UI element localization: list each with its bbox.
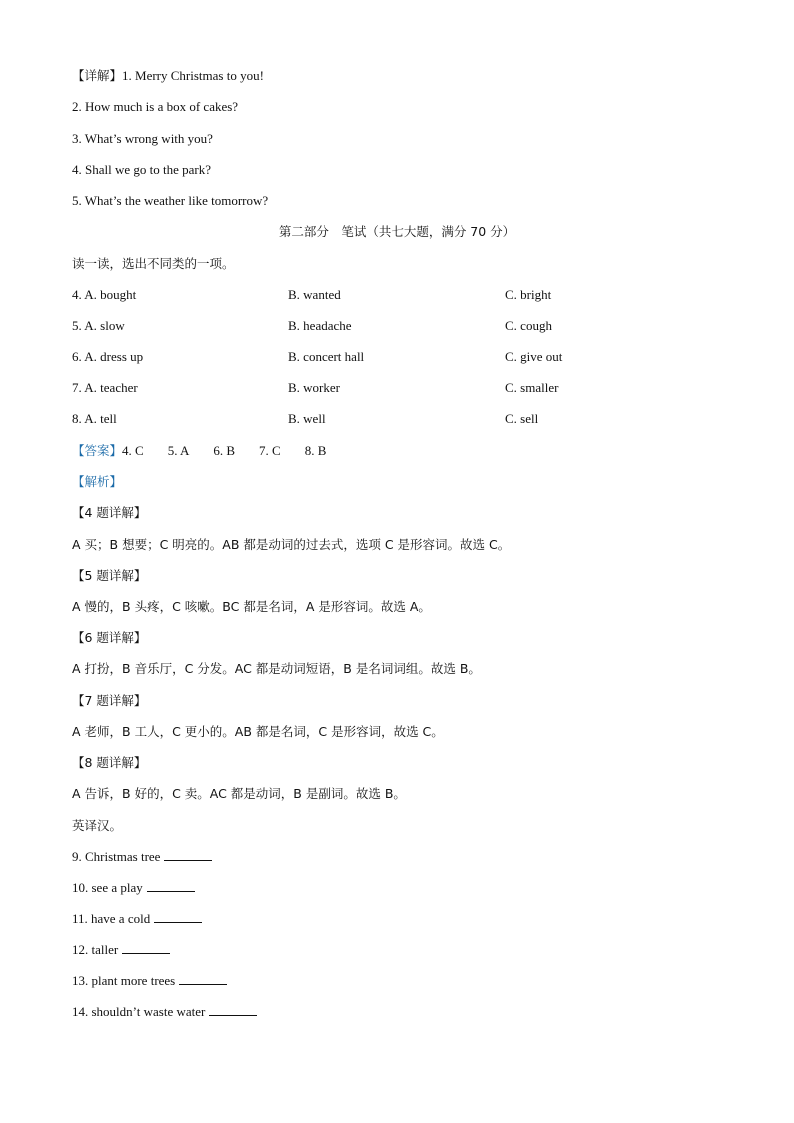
listening-detail-line-3: 3. What’s wrong with you? xyxy=(72,131,213,146)
option-a: 6. A. dress up xyxy=(72,349,144,364)
option-c: C. smaller xyxy=(505,380,559,395)
translation-prompt: 9. Christmas tree xyxy=(72,849,161,864)
detail-heading: 【5 题详解】 xyxy=(72,568,147,583)
detail-text: 1. Merry Christmas to you! xyxy=(122,68,264,83)
detail-text: A 慢的，B 头疼，C 咳嗽。BC 都是名词，A 是形容词。故选 A。 xyxy=(72,599,431,614)
translation-prompt: 12. taller xyxy=(72,942,119,957)
option-b: B. worker xyxy=(288,380,340,395)
translation-item xyxy=(72,1004,257,1020)
option-b: B. headache xyxy=(288,318,352,333)
translation-prompt: 11. have a cold xyxy=(72,911,151,926)
section1-instruction: 读一读，选出不同类的一项。 xyxy=(72,256,235,271)
answer-item: 4. C xyxy=(122,443,144,458)
option-b: B. wanted xyxy=(288,287,341,302)
answer-tag: 【答案】 xyxy=(72,443,123,458)
detail-heading: 【4 题详解】 xyxy=(72,505,147,520)
detail-heading: 【8 题详解】 xyxy=(72,755,147,770)
translation-item xyxy=(72,942,170,958)
detail-text: A 打扮，B 音乐厅，C 分发。AC 都是动词短语，B 是名词词组。故选 B。 xyxy=(72,661,481,676)
translation-item xyxy=(72,849,212,865)
translation-prompt: 14. shouldn’t waste water xyxy=(72,1004,206,1019)
answer-item: 8. B xyxy=(304,443,327,458)
answer-item: 5. A xyxy=(167,443,190,458)
translation-prompt: 13. plant more trees xyxy=(72,973,176,988)
detail-text: A 老师，B 工人，C 更小的。AB 都是名词，C 是形容词，故选 C。 xyxy=(72,724,444,739)
detail-text: A 告诉，B 好的，C 卖。AC 都是动词，B 是副词。故选 B。 xyxy=(72,786,406,801)
option-a: 4. A. bought xyxy=(72,287,137,302)
option-a: 5. A. slow xyxy=(72,318,125,333)
option-a: 8. A. tell xyxy=(72,411,117,426)
answer-blank[interactable] xyxy=(179,973,227,985)
listening-detail-line-2: 2. How much is a box of cakes? xyxy=(72,99,239,114)
listening-detail-line-1 xyxy=(72,68,264,84)
answer-blank[interactable] xyxy=(147,880,195,892)
option-b: B. well xyxy=(288,411,326,426)
option-c: C. cough xyxy=(505,318,552,333)
detail-tag: 【详解】 xyxy=(72,68,123,83)
listening-detail-line-4: 4. Shall we go to the park? xyxy=(72,162,211,177)
translation-item xyxy=(72,880,195,896)
analysis-tag: 【解析】 xyxy=(72,474,123,489)
translation-item xyxy=(72,973,227,989)
detail-heading: 【7 题详解】 xyxy=(72,693,147,708)
detail-heading: 【6 题详解】 xyxy=(72,630,147,645)
answer-item: 7. C xyxy=(259,443,281,458)
option-a: 7. A. teacher xyxy=(72,380,138,395)
option-c: C. bright xyxy=(505,287,552,302)
answer-blank[interactable] xyxy=(154,911,202,923)
listening-detail-line-5: 5. What’s the weather like tomorrow? xyxy=(72,193,269,208)
translation-prompt: 10. see a play xyxy=(72,880,143,895)
option-b: B. concert hall xyxy=(288,349,365,364)
answer-line xyxy=(72,443,350,459)
option-c: C. give out xyxy=(505,349,563,364)
detail-text: A 买；B 想要；C 明亮的。AB 都是动词的过去式，选项 C 是形容词。故选 C。 xyxy=(72,537,511,552)
answer-blank[interactable] xyxy=(164,849,212,861)
answer-blank[interactable] xyxy=(209,1004,257,1016)
answer-item: 6. B xyxy=(213,443,236,458)
section2-instruction: 英译汉。 xyxy=(72,818,123,833)
option-c: C. sell xyxy=(505,411,539,426)
part-two-title: 第二部分 笔试（共七大题，满分 70 分） xyxy=(278,224,516,239)
translation-item xyxy=(72,911,202,927)
answer-blank[interactable] xyxy=(122,942,170,954)
